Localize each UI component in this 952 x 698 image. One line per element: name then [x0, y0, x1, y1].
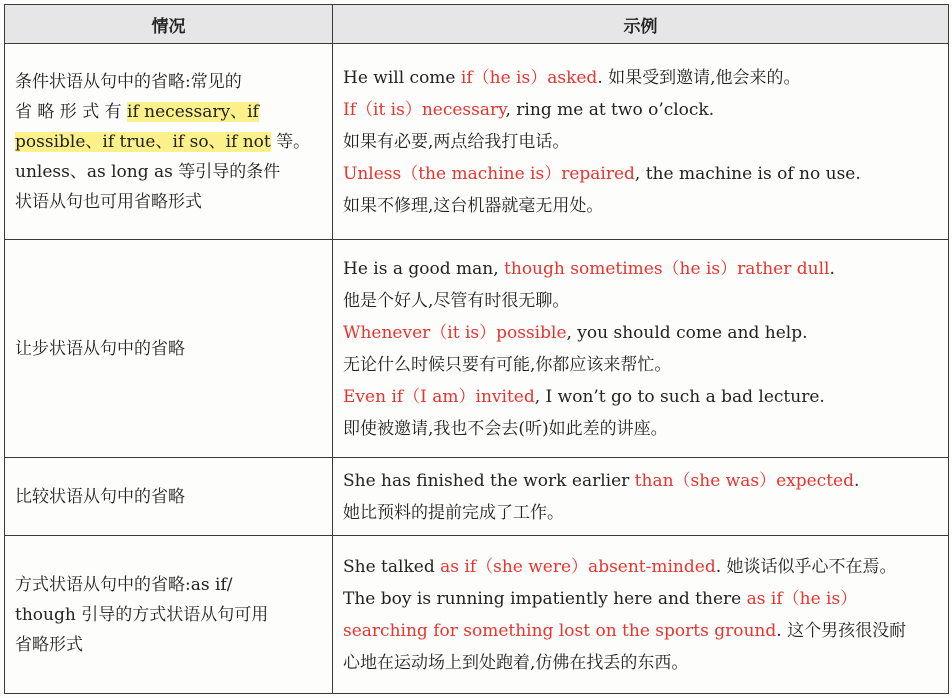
example-line: Unless（the machine is）repaired, the machine is of no use. — [343, 163, 861, 184]
example-line: 他是个好人,尽管有时很无聊。 — [343, 290, 570, 311]
example-line: 无论什么时候只要有可能,你都应该来帮忙。 — [343, 354, 672, 375]
example-line: She has finished the work earlier than（she was）expected. — [343, 470, 860, 491]
header-row — [5, 5, 949, 44]
example-line: He is a good man, though sometimes（he is）rather dull. — [343, 258, 835, 279]
example-cell — [333, 240, 949, 458]
highlight-mark: possible、if true、if so、if not — [15, 131, 271, 152]
situation-line: though 引导的方式状语从句可用 — [15, 604, 269, 625]
table-row — [5, 458, 949, 536]
situation-line: 省略形式 — [15, 634, 83, 655]
table-row — [5, 240, 949, 458]
example-line: Whenever（it is）possible, you should come and help. — [343, 322, 808, 343]
situation-cell — [5, 44, 333, 240]
example-line: searching for something lost on the sports ground. 这个男孩很没耐 — [343, 620, 907, 641]
table-row — [5, 536, 949, 694]
table-row — [5, 44, 949, 240]
example-line: 即使被邀请,我也不会去(听)如此差的讲座。 — [343, 418, 668, 439]
situation-line: 比较状语从句中的省略 — [15, 486, 185, 507]
example-line: 她比预料的提前完成了工作。 — [343, 502, 564, 523]
example-line: She talked as if（she were）absent-minded. 她谈话似乎心不在焉。 — [343, 556, 897, 577]
situation-cell — [5, 536, 333, 694]
example-line: 如果不修理,这台机器就毫无用处。 — [343, 195, 604, 216]
situation-line: unless、as long as 等引导的条件 — [15, 161, 281, 182]
ellipsis-table — [4, 4, 949, 694]
situation-line: 省 略 形 式 有 if necessary、if — [15, 101, 259, 122]
example-cell — [333, 44, 949, 240]
example-line: 如果有必要,两点给我打电话。 — [343, 131, 570, 152]
situation-line: 方式状语从句中的省略:as if/ — [15, 574, 233, 595]
situation-line: possible、if true、if so、if not 等。 — [15, 131, 311, 152]
example-line: The boy is running impatiently here and there as if（he is） — [343, 588, 858, 609]
example-cell — [333, 536, 949, 694]
example-line: 心地在运动场上到处跑着,仿佛在找丢的东西。 — [343, 652, 689, 673]
situation-cell — [5, 240, 333, 458]
situation-line: 让步状语从句中的省略 — [15, 338, 185, 359]
situation-line: 状语从句也可用省略形式 — [15, 191, 202, 212]
header-example: 示例 — [333, 5, 949, 44]
example-line: If（it is）necessary, ring me at two o’clock. — [343, 99, 715, 120]
example-cell — [333, 458, 949, 536]
example-line: Even if（I am）invited, I won’t go to such a bad lecture. — [343, 386, 825, 407]
header-situation: 情况 — [5, 5, 333, 44]
situation-line: 条件状语从句中的省略:常见的 — [15, 71, 242, 92]
situation-cell — [5, 458, 333, 536]
example-line: He will come if（he is）asked. 如果受到邀请,他会来的。 — [343, 67, 801, 88]
highlight-mark: if necessary、if — [127, 101, 259, 122]
